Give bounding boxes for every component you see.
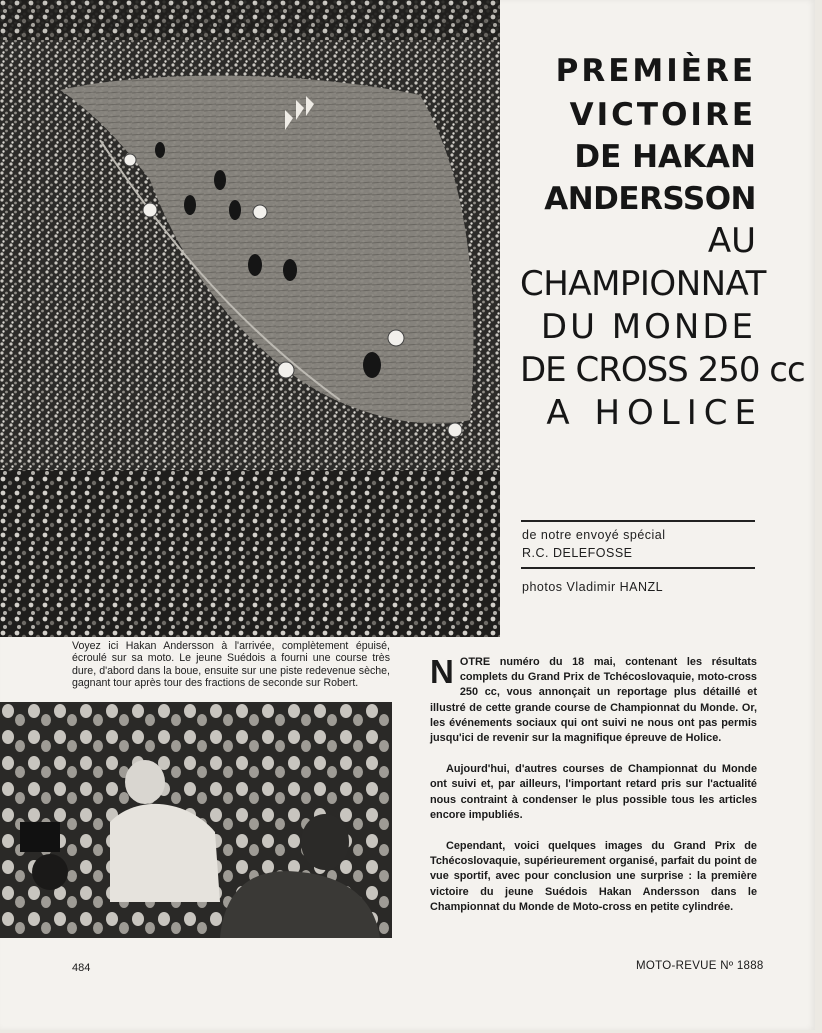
byline-author: R.C. DELEFOSSE: [522, 546, 633, 560]
byline-divider: [521, 567, 755, 569]
byline-divider: [521, 520, 755, 522]
byline-intro: de notre envoyé spécial: [522, 528, 666, 542]
headline-line: CHAMPIONNAT: [520, 264, 766, 304]
drop-cap: N: [430, 653, 454, 690]
page-number: 484: [72, 962, 91, 974]
headline-line: PREMIÈRE: [555, 53, 756, 89]
magazine-issue: MOTO-REVUE Nº 1888: [636, 960, 764, 972]
photo-credit: photos Vladimir HANZL: [522, 580, 664, 594]
headline-line: A HOLICE: [546, 393, 763, 433]
paragraph-text: OTRE numéro du 18 mai, contenant les résultats complets du Grand Prix de Tchécoslovaquie, moto-cross 250 cc, vous annonçait un reportage plus détaillé et illustré de cette grande course de Championnat du Monde. Or, les événements sociaux qui ont suivi ne nous ont pas permis jusqu'ici de revenir sur la magnifique épreuve de Holice.: [430, 656, 757, 745]
headline-line: ANDERSSON: [544, 181, 756, 217]
article-body: [430, 655, 757, 931]
finish-crowd-photo: [0, 702, 392, 938]
article-headline: [520, 53, 805, 433]
headline-line: DE CROSS 250 cc: [520, 350, 805, 390]
race-hillside-photo: [0, 0, 500, 637]
article-paragraph: Aujourd'hui, d'autres courses de Championnat du Monde ont suivi et, par ailleurs, l'important retard pris sur l'actualité nous contraint à condenser le plus possible tous les articles encore impubliés.: [430, 763, 757, 821]
headline-line: DU MONDE: [540, 307, 756, 347]
headline-line: AU: [707, 221, 756, 261]
headline-line: DE HAKAN: [574, 139, 756, 175]
article-paragraph: [430, 655, 757, 746]
photo-caption: Voyez ici Hakan Andersson à l'arrivée, complètement épuisé, écroulé sur sa moto. Le jeune Suédois a fourni une course très dure, d'abord dans la boue, ensuite sur une piste redevenue sèche, gagnant tour après tour des fractions de seconde sur Robert.: [72, 640, 390, 690]
article-paragraph: Cependant, voici quelques images du Grand Prix de Tchécoslovaquie, supérieurement organisé, parfait du point de vue sportif, avec pour conclusion une surprise : la première victoire du jeune Suédois Hakan Andersson dans le Championnat du Monde de Moto-cross en petite cylindrée.: [430, 840, 757, 913]
headline-line: VICTOIRE: [569, 97, 756, 133]
